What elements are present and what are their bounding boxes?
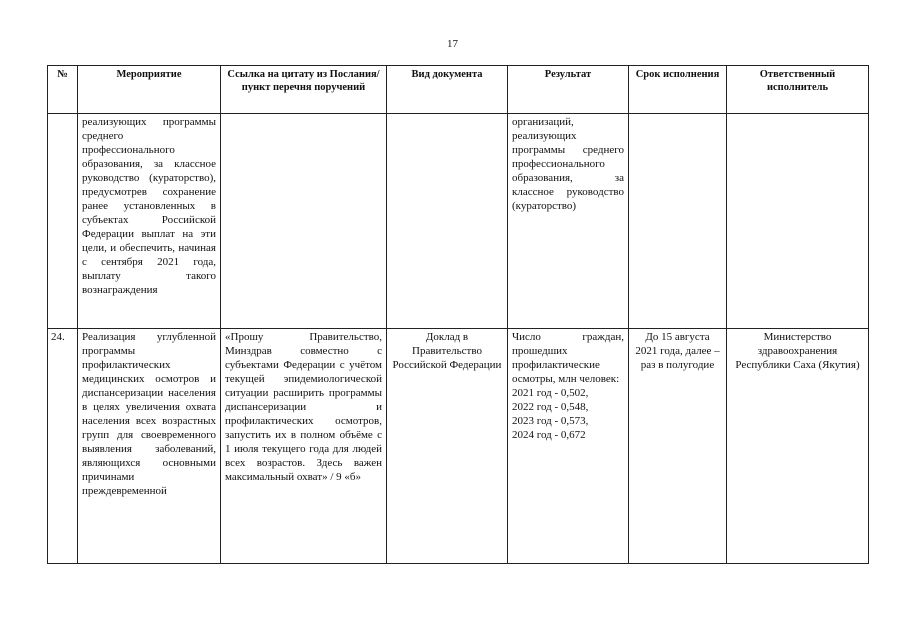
cell-reference: «Прошу Правительство, Минздрав совместно с субъектами Федерации с учётом текущей эпидемиологической ситуации расширить программы диспансеризации и профилактических осмотров, запустить их в полном объёме с 1 июля текущего года для людей всех возрастов. Здесь важен максимальный охват» / 9 «б» <box>221 329 387 564</box>
action-plan-table <box>47 65 869 564</box>
result-line: 2023 год - 0,573, <box>512 415 589 427</box>
cell-deadline <box>629 114 727 329</box>
table-row <box>48 329 869 564</box>
cell-measure: реализующих программы среднего профессионального образования, за классное руководство (кураторство), предусмотрев сохранение ранее установленных в субъектах Российской Федерации выплат на эти цели, и обеспечить, начиная с сентября 2021 года, выплату такого вознаграждения <box>78 114 221 329</box>
page-number: 17 <box>447 38 458 50</box>
header-measure: Мероприятие <box>78 66 221 114</box>
cell-doc-type: Доклад в Правительство Российской Федерации <box>387 329 508 564</box>
cell-num <box>48 114 78 329</box>
header-doc-type: Вид документа <box>387 66 508 114</box>
cell-responsible <box>727 114 869 329</box>
cell-result: организаций, реализующих программы среднего профессионального образования, за классное руководство (кураторство) <box>508 114 629 329</box>
cell-deadline: До 15 августа 2021 года, далее – раз в полугодие <box>629 329 727 564</box>
header-deadline: Срок исполнения <box>629 66 727 114</box>
header-num: № <box>48 66 78 114</box>
result-line: 2021 год - 0,502, <box>512 387 589 399</box>
result-line: 2022 год - 0,548, <box>512 401 589 413</box>
cell-num: 24. <box>48 329 78 564</box>
cell-result <box>508 329 629 564</box>
result-text: Число граждан, прошедших профилактические осмотры, млн человек: <box>512 331 624 385</box>
header-responsible: Ответственный исполнитель <box>727 66 869 114</box>
cell-measure: Реализация углубленной программы профилактических медицинских осмотров и диспансеризации населения в целях увеличения охвата населения всех возрастных групп для своевременного выявления заболеваний, являющихся основными причинами преждевременной <box>78 329 221 564</box>
header-row <box>48 66 869 114</box>
header-result: Результат <box>508 66 629 114</box>
cell-reference <box>221 114 387 329</box>
header-reference: Ссылка на цитату из Послания/пункт перечня поручений <box>221 66 387 114</box>
result-line: 2024 год - 0,672 <box>512 429 586 441</box>
cell-responsible: Министерство здравоохранения Республики Саха (Якутия) <box>727 329 869 564</box>
table-row <box>48 114 869 329</box>
cell-doc-type <box>387 114 508 329</box>
